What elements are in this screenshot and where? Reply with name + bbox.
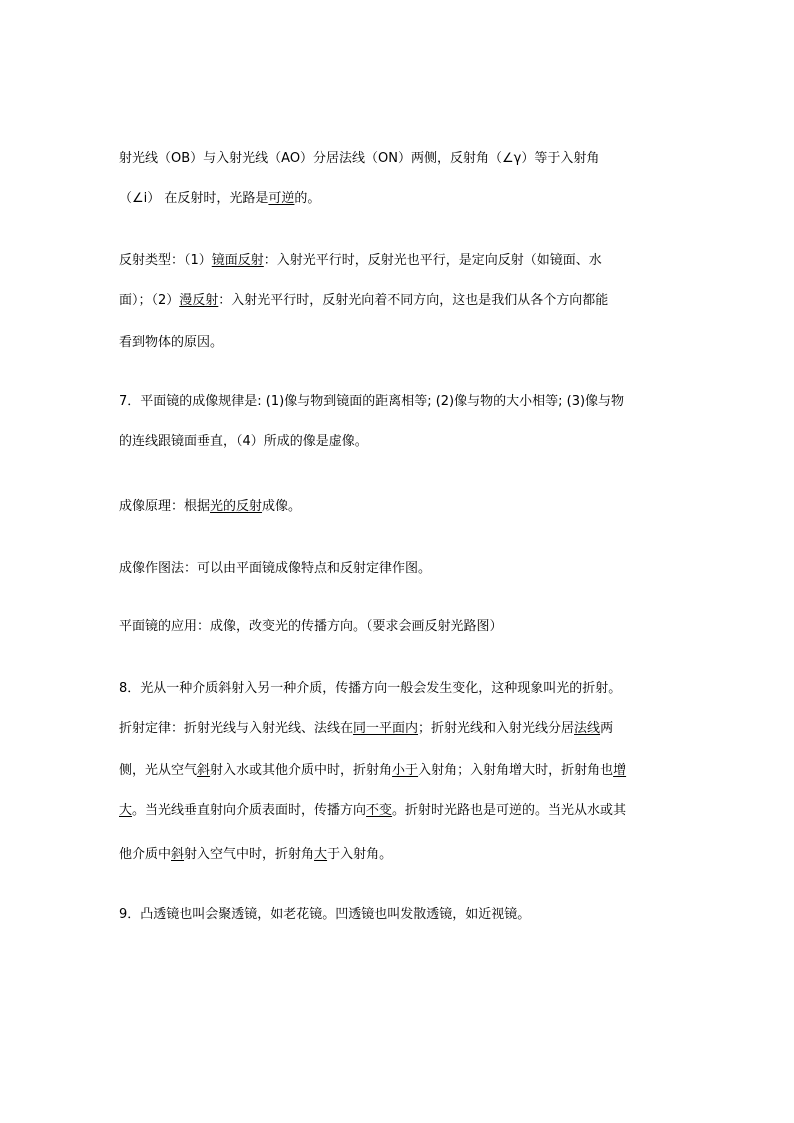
- text-line: [119, 846, 719, 864]
- text-segment: ：入射光平行时，反射光也平行，是定向反射（如镜面、水: [263, 253, 602, 268]
- text-segment: 。折射时光路也是可逆的。当光从水或其: [392, 803, 627, 818]
- text-segment: 成像。: [262, 499, 302, 514]
- text-segment: 成像原理：根据: [119, 499, 211, 514]
- underlined-term: 法线: [574, 721, 601, 736]
- text-line: [119, 433, 719, 451]
- underlined-term: 可逆: [268, 191, 295, 206]
- text-segment: （∠i） 在反射时，光路是: [119, 191, 269, 206]
- text-segment: 9．凸透镜也叫会聚透镜，如老花镜。凹透镜也叫发散透镜，如近视镜。: [119, 907, 531, 922]
- text-line: [119, 292, 719, 310]
- underlined-term: 大: [119, 803, 133, 818]
- text-segment: 面）；（2）: [119, 293, 180, 308]
- underlined-term: 斜: [197, 763, 211, 778]
- text-segment: 8．光从一种介质斜射入另一种介质，传播方向一般会发生变化，这种现象叫光的折射。: [119, 681, 622, 696]
- text-segment: 的。: [294, 191, 321, 206]
- text-segment: 入射角；入射角增大时，折射角也: [418, 763, 614, 778]
- text-line: [119, 802, 719, 820]
- underlined-term: 斜: [171, 847, 185, 862]
- underlined-term: 大: [314, 847, 328, 862]
- text-segment: ：入射光平行时，反射光向着不同方向，这也是我们从各个方向都能: [218, 293, 609, 308]
- text-line: [119, 252, 719, 270]
- text-segment: 两: [600, 721, 614, 736]
- text-line: [119, 762, 719, 780]
- text-segment: 射光线（OB）与入射光线（AO）分居法线（ON）两侧，反射角（∠γ）等于入射角: [119, 151, 600, 166]
- underlined-term: 同一平面内: [353, 721, 419, 736]
- underlined-term: 光的反射: [210, 499, 263, 514]
- text-segment: 平面镜的应用：成像，改变光的传播方向。（要求会画反射光路图）: [119, 619, 503, 634]
- text-segment: 他介质中: [119, 847, 172, 862]
- text-segment: 7．平面镜的成像规律是: (1)像与物到镜面的距离相等; (2)像与物的大小相等; (3)像与物: [119, 394, 625, 409]
- text-segment: ；折射光线和入射光线分居: [418, 721, 575, 736]
- text-segment: 看到物体的原因。: [119, 335, 224, 350]
- text-line: [119, 906, 719, 924]
- text-line: [119, 560, 719, 578]
- text-line: [119, 720, 719, 738]
- text-segment: 侧，光从空气: [119, 763, 198, 778]
- underlined-term: 不变: [366, 803, 393, 818]
- text-segment: 成像作图法：可以由平面镜成像特点和反射定律作图。: [119, 561, 432, 576]
- text-line: [119, 334, 719, 352]
- underlined-term: 镜面反射: [211, 253, 264, 268]
- underlined-term: 小于: [392, 763, 419, 778]
- text-line: [119, 680, 719, 698]
- text-segment: 于入射角。: [327, 847, 393, 862]
- underlined-term: 增: [613, 763, 627, 778]
- text-line: [119, 498, 719, 516]
- text-line: [119, 150, 719, 168]
- text-segment: 射入水或其他介质中时，折射角: [210, 763, 393, 778]
- text-line: [119, 190, 719, 208]
- text-segment: 折射定律：折射光线与入射光线、法线在: [119, 721, 354, 736]
- text-line: [119, 618, 719, 636]
- text-segment: 反射类型：（1）: [119, 253, 212, 268]
- underlined-term: 漫反射: [179, 293, 219, 308]
- text-line: [119, 393, 719, 411]
- text-segment: 射入空气中时，折射角: [184, 847, 315, 862]
- text-segment: 的连线跟镜面垂直，（4）所成的像是虚像。: [119, 434, 368, 449]
- text-segment: 。当光线垂直射向介质表面时，传播方向: [132, 803, 367, 818]
